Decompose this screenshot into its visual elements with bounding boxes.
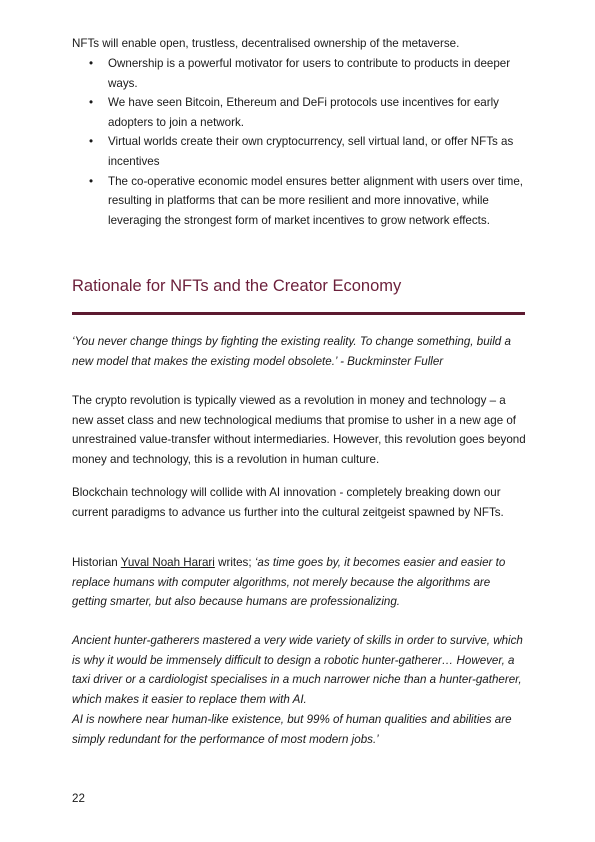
bullet-icon: • bbox=[89, 174, 94, 188]
quote-continued: Ancient hunter-gatherers mastered a very wide variety of skills in order to survive, which is why it would be immensely difficult to design a robotic hunter-gatherer… However, a taxi driver or a cardiologist specialises in a much narrower niche than a hunter-gatherer, which makes it easier to replace them with AI. bbox=[72, 634, 523, 706]
body-paragraph-2: Blockchain technology will collide with AI innovation - completely breaking down our current paradigms to advance us further into the cultural zeitgeist spawned by NFTs. bbox=[72, 486, 504, 519]
section-divider bbox=[72, 312, 525, 315]
list-item-text: The co-operative economic model ensures better alignment with users over time, resulting in platforms that can be more resilient and more innovative, while leveraging the strongest form of market incentives to grow network effects. bbox=[108, 174, 523, 227]
bullet-list bbox=[72, 54, 527, 230]
harari-quote: ‘as time goes by, it becomes easier and easier to replace humans with computer algorithms, not merely because the algorithms are getting smarter, but also because humans are professionalizing. bbox=[72, 556, 506, 609]
body-paragraph-3 bbox=[72, 553, 527, 612]
list-item-text: We have seen Bitcoin, Ethereum and DeFi protocols use incentives for early adopters to join a network. bbox=[108, 96, 499, 129]
quote-final: AI is nowhere near human-like existence, but 99% of human qualities and abilities are simply redundant for the performance of most modern jobs.’ bbox=[72, 713, 512, 746]
list-item-text: Ownership is a powerful motivator for users to contribute to products in deeper ways. bbox=[108, 57, 511, 90]
author-link[interactable]: Yuval Noah Harari bbox=[120, 556, 215, 569]
list-item bbox=[72, 54, 527, 93]
bullet-icon: • bbox=[89, 135, 94, 149]
bullet-icon: • bbox=[89, 96, 94, 110]
bullet-icon: • bbox=[89, 57, 94, 70]
list-item bbox=[72, 172, 527, 231]
list-item bbox=[72, 93, 527, 132]
page-number: 22 bbox=[72, 792, 85, 805]
section-heading: Rationale for NFTs and the Creator Economy bbox=[72, 277, 402, 295]
list-item-text: Virtual worlds create their own cryptocurrency, sell virtual land, or offer NFTs as incentives bbox=[108, 135, 514, 168]
paragraph-middle: writes; bbox=[214, 556, 255, 569]
body-paragraph-1: The crypto revolution is typically viewed as a revolution in money and technology – a new asset class and new technological mediums that promise to usher in a new age of unrestrained value-transfer without intermediaries. However, this revolution goes beyond money and technology, this is a revolution in human culture. bbox=[72, 394, 526, 466]
list-item bbox=[72, 132, 527, 171]
intro-paragraph: NFTs will enable open, trustless, decentralised ownership of the metaverse. bbox=[72, 37, 460, 50]
paragraph-prefix: Historian bbox=[72, 556, 121, 569]
epigraph-quote: ‘You never change things by fighting the existing reality. To change something, build a new model that makes the existing model obsolete.’ - Buckminster Fuller bbox=[72, 335, 511, 368]
